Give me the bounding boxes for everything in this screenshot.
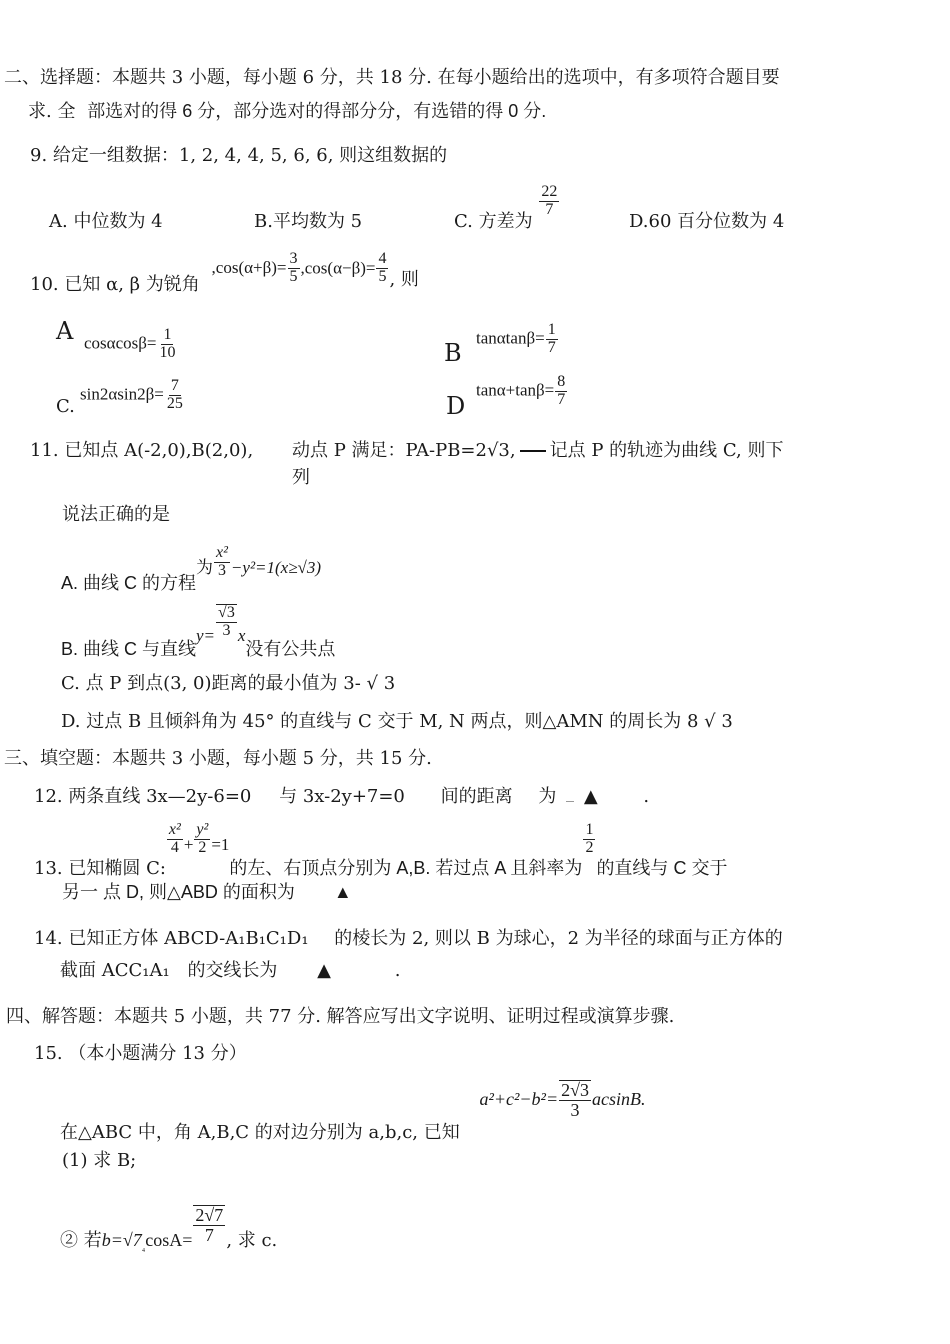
q10-option-c-label: C. bbox=[56, 396, 75, 417]
answer-marker-triangle-icon: ▲ bbox=[583, 786, 598, 807]
answer-marker-triangle-icon: ▲ bbox=[317, 960, 332, 981]
question-15-stem: 在△ABC 中，角 A,B,C 的对边分别为 a,b,c, 已知 a²+c²−b²= $\frac{2√3}{3}$ acsinB. bbox=[60, 1080, 646, 1143]
question-11-stem-d: 列 bbox=[292, 467, 310, 488]
answer-blank bbox=[566, 801, 574, 802]
question-11-stem-b: 动点 P 满足：PA-PB=2√3, 记点 P 的轨迹为曲线 C, 则下 bbox=[292, 440, 784, 461]
question-15-part-1: (1) 求 B; bbox=[62, 1150, 137, 1171]
question-13-line2: 另一 点 D, 则△ABD 的面积为 ▲ bbox=[62, 882, 352, 902]
q10-option-d-label: D bbox=[446, 392, 466, 420]
section-2-heading-line2: 求. 全 部选对的得 6 分，部分选对的得部分分，有选错的得 0 分. bbox=[28, 101, 547, 122]
q10-option-a-label: A bbox=[56, 317, 74, 345]
section-2-heading bbox=[4, 67, 780, 89]
q9-option-b: B.平均数为 5 bbox=[254, 211, 363, 232]
q11-option-b: B. 曲线 C 与直线y= $\frac{√3}{3}$ x没有公共点 bbox=[61, 604, 336, 659]
section-4-heading: 四、解答题：本题共 5 小题，共 77 分. 解答应写出文字说明、证明过程或演算步骤. bbox=[6, 1006, 675, 1027]
q10-option-b-expr: tanαtanβ= $\frac{1}{7}$ bbox=[476, 321, 556, 356]
q9-option-d: D.60 百分位数为 4 bbox=[629, 211, 785, 232]
answer-blank bbox=[520, 450, 546, 452]
question-15-part-2: ② 若$b=√7_{_4}\cos A=$ $\frac{2√7}{7}$ , 求 c. bbox=[60, 1205, 278, 1253]
question-14-line2: 截面 ACC₁A₁ 的交线长为 ▲ . bbox=[60, 960, 401, 981]
q11-option-c: C. 点 P 到点(3, 0)距离的最小值为 3- √ 3 bbox=[61, 673, 396, 694]
question-9-stem: 9. 给定一组数据：1, 2, 4, 4, 5, 6, 6, 则这组数据的 bbox=[30, 145, 448, 166]
q10-option-d-expr: tanα+tanβ= $\frac{8}{7}$ bbox=[476, 373, 566, 408]
q11-option-d: D. 过点 B 且倾斜角为 45° 的直线与 C 交于 M, N 两点，则△AMN 的周长为 8 √ 3 bbox=[61, 711, 733, 732]
question-15-header: 15. （本小题满分 13 分） bbox=[34, 1043, 247, 1064]
q10-option-b-label: B bbox=[444, 339, 462, 367]
q10-option-a-expr: cosαcosβ= $\frac{1}{10}$ bbox=[84, 326, 176, 361]
question-10-stem: 10. 已知 α, β 为锐角 ,cos(α+β)= $\frac{3}{5}$ ,cos(α−β)= $\frac{4}{5}$ , 则 bbox=[30, 250, 419, 296]
q10-option-c-expr: sin2αsin2β= $\frac{7}{25}$ bbox=[80, 377, 183, 412]
question-12: 12. 两条直线 3x—2y-6=0 与 3x-2y+7=0 间的距离 为 ▲ . bbox=[34, 786, 650, 807]
q11-option-a: A. 曲线 C 的方程为 $\frac{\text{x²}}{3}$ −y²=1(x≥√3) bbox=[61, 544, 322, 594]
question-14-line1: 14. 已知正方体 ABCD-A₁B₁C₁D₁ 的棱长为 2, 则以 B 为球心，2 为半径的球面与正方体的 bbox=[34, 928, 783, 949]
q9-option-a: A. 中位数为 4 bbox=[49, 211, 163, 232]
section-3-heading: 三、填空题：本题共 3 小题，每小题 5 分，共 15 分. bbox=[4, 748, 432, 769]
question-13-line1: 13. 已知椭圆 C: $\frac{\text{x²}}{4}$ + $\frac{\text{y²}}{2}$ =1的左、右顶点分别为 A,B. 若过点 A 且斜率为 $\frac{1}{2}$ 的直线与 C 交于 bbox=[34, 821, 728, 880]
fraction: $\frac{22}{7}$ bbox=[541, 183, 558, 218]
answer-marker-triangle-icon: ▲ bbox=[333, 882, 352, 902]
question-11-stem-e: 说法正确的是 bbox=[62, 504, 170, 525]
section-2-heading-line1: 二、选择题：本题共 3 小题，每小题 6 分，共 18 分. 在每小题给出的选项中，有多项符合题目要 bbox=[4, 67, 780, 88]
q9-option-c: C. 方差为 $\frac{22}{7}$ bbox=[454, 183, 558, 232]
question-11-stem-a: 11. 已知点 A(-2,0),B(2,0), bbox=[30, 440, 254, 461]
